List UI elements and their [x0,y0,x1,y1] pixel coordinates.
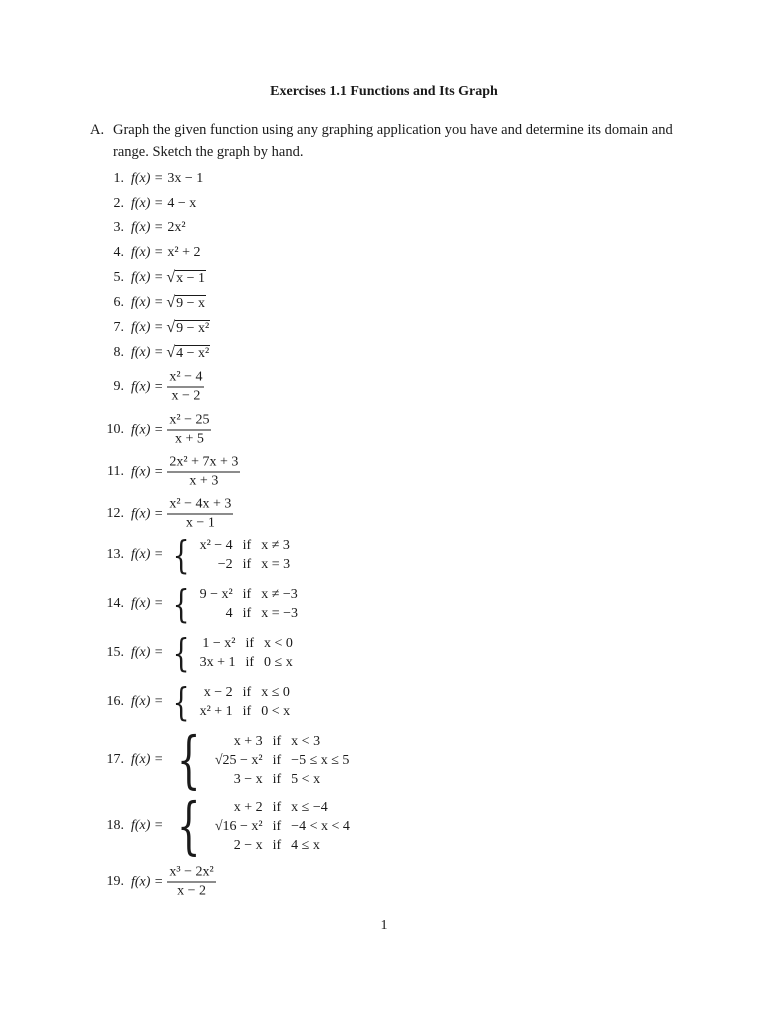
function-lhs: f(x) = [131,645,164,660]
exercise-number: 1. [113,171,124,186]
exercise-number: 14. [106,596,124,611]
instruction-text: Graph the given function using any graphing application you have and determine its domain and range. Sketch the graph by hand. [113,122,673,160]
case-if: if [242,606,252,621]
case-expression: 3 − x [233,771,263,787]
denominator: x + 3 [189,473,219,489]
radicand: 9 − x² [176,321,210,336]
radical-sign: √ [166,269,176,286]
case-expression: x² − 4 [199,538,233,553]
function-lhs: f(x) = [131,245,164,260]
case-condition: 4 ≤ x [291,837,320,853]
denominator: x − 2 [171,388,201,404]
case-expression: x² + 1 [199,704,233,719]
case-condition: x < 0 [264,636,293,651]
function-expression [131,245,200,261]
function-lhs: f(x) = [131,379,164,394]
function-lhs: f(x) = [131,295,164,310]
function-lhs: f(x) = [131,818,164,833]
piecewise-cases [215,733,350,788]
case-if: if [272,837,282,853]
exercise-number: 8. [113,345,124,360]
case-expression: √16 − x² [214,818,263,834]
fraction [167,497,233,532]
piecewise-cases [200,537,291,573]
numerator: 2x² + 7x + 3 [167,455,240,473]
exercise-number: 13. [106,547,124,562]
numerator: x³ − 2x² [167,865,215,883]
left-brace: { [173,533,190,577]
case-condition: 0 < x [261,704,291,719]
function-expression [131,865,216,900]
function-expression [131,413,211,448]
function-lhs: f(x) = [131,694,164,709]
radicand: 4 − x² [176,346,210,361]
function-lhs: f(x) = [131,270,164,285]
case-if: if [242,685,252,700]
denominator: x + 5 [174,431,204,447]
instruction-letter: A. [90,122,105,138]
function-lhs: f(x) = [131,874,164,889]
case-condition: x = −3 [261,606,299,621]
function-expression [131,320,210,336]
function-lhs: f(x) = [131,422,164,437]
numerator: x² − 25 [167,413,211,431]
piecewise-cases [200,586,298,622]
numerator: x² − 4 [167,370,204,388]
case-condition: x ≤ 0 [261,685,290,700]
fraction [167,370,204,405]
function-expression [131,270,206,286]
case-condition: 5 < x [291,771,321,787]
case-condition: x < 3 [291,733,321,749]
case-expression: 3x + 1 [199,655,236,670]
case-if: if [272,799,282,815]
case-if: if [272,818,282,834]
piecewise-cases [215,799,350,854]
piecewise-cases [200,684,291,720]
case-expression: x + 3 [233,733,263,749]
case-condition: x = 3 [261,557,291,572]
function-expression [131,370,204,405]
function-expression [131,533,291,577]
function-expression [131,295,206,311]
case-condition: −4 < x < 4 [291,818,350,834]
function-rhs: 3x − 1 [167,171,204,186]
case-condition: 0 ≤ x [264,655,293,670]
function-lhs: f(x) = [131,464,164,479]
case-if: if [272,733,282,749]
case-expression: 4 [225,606,233,621]
function-lhs: f(x) = [131,345,164,360]
function-lhs: f(x) = [131,320,164,335]
exercise-number: 12. [106,506,124,521]
function-expression [131,631,293,675]
function-lhs: f(x) = [131,220,164,235]
function-lhs: f(x) = [131,506,164,521]
left-brace: { [177,723,201,796]
case-expression: 2 − x [233,837,263,853]
square-root [166,295,206,311]
exercise-number: 5. [113,270,124,285]
exercise-number: 7. [113,320,124,335]
square-root [166,270,206,286]
fraction [167,413,211,448]
function-expression [131,196,196,212]
function-expression [131,497,233,532]
exercise-number: 19. [106,874,124,889]
case-expression: 9 − x² [199,587,233,602]
exercise-number: 4. [113,245,124,260]
square-root [166,345,210,361]
function-expression [131,455,240,490]
case-if: if [242,704,252,719]
radical-sign: √ [166,319,176,336]
case-if: if [272,771,282,787]
exercise-number: 2. [113,196,124,211]
case-expression: x + 2 [233,799,263,815]
piecewise-cases [200,635,293,671]
left-brace: { [173,631,190,675]
case-condition: x ≠ −3 [261,587,298,602]
function-lhs: f(x) = [131,196,164,211]
case-expression: √25 − x² [214,752,263,768]
case-condition: x ≠ 3 [261,538,290,553]
exercise-number: 11. [107,464,124,479]
function-lhs: f(x) = [131,547,164,562]
radicand: x − 1 [176,271,206,286]
left-brace: { [173,680,190,724]
function-expression [131,789,350,862]
left-brace: { [173,582,190,626]
case-condition: −5 ≤ x ≤ 5 [291,752,350,768]
function-expression [131,345,210,361]
exercise-number: 18. [106,818,124,833]
radical-sign: √ [166,294,176,311]
case-if: if [245,655,255,670]
case-condition: x ≤ −4 [291,799,328,815]
exercise-number: 17. [106,752,124,767]
numerator: x² − 4x + 3 [167,497,233,515]
exercise-number: 15. [106,645,124,660]
function-rhs: 4 − x [167,196,197,211]
case-if: if [245,636,255,651]
radical-sign: √ [166,344,176,361]
page-number: 1 [380,918,388,933]
function-expression [131,220,186,236]
exercise-number: 6. [113,295,124,310]
case-if: if [272,752,282,768]
fraction [167,455,240,490]
function-rhs: 2x² [167,220,186,235]
left-brace: { [177,789,201,862]
exercise-number: 3. [113,220,124,235]
function-lhs: f(x) = [131,596,164,611]
function-rhs: x² + 2 [167,245,201,260]
instruction [90,119,690,163]
function-expression [131,582,299,626]
case-if: if [242,557,252,572]
function-lhs: f(x) = [131,752,164,767]
radicand: 9 − x [176,296,206,311]
square-root [166,320,210,336]
exercise-number: 16. [106,694,124,709]
function-expression [131,723,350,796]
denominator: x − 2 [177,883,206,899]
exercise-number: 10. [106,422,124,437]
case-if: if [242,587,252,602]
case-expression: −2 [217,557,233,572]
case-if: if [242,538,252,553]
page-title: Exercises 1.1 Functions and Its Graph [270,84,498,99]
fraction [167,865,215,900]
case-expression: 1 − x² [202,636,236,651]
function-expression [131,680,291,724]
denominator: x − 1 [185,515,215,531]
case-expression: x − 2 [203,685,233,700]
function-lhs: f(x) = [131,171,164,186]
function-expression [131,171,203,187]
exercise-number: 9. [113,379,124,394]
